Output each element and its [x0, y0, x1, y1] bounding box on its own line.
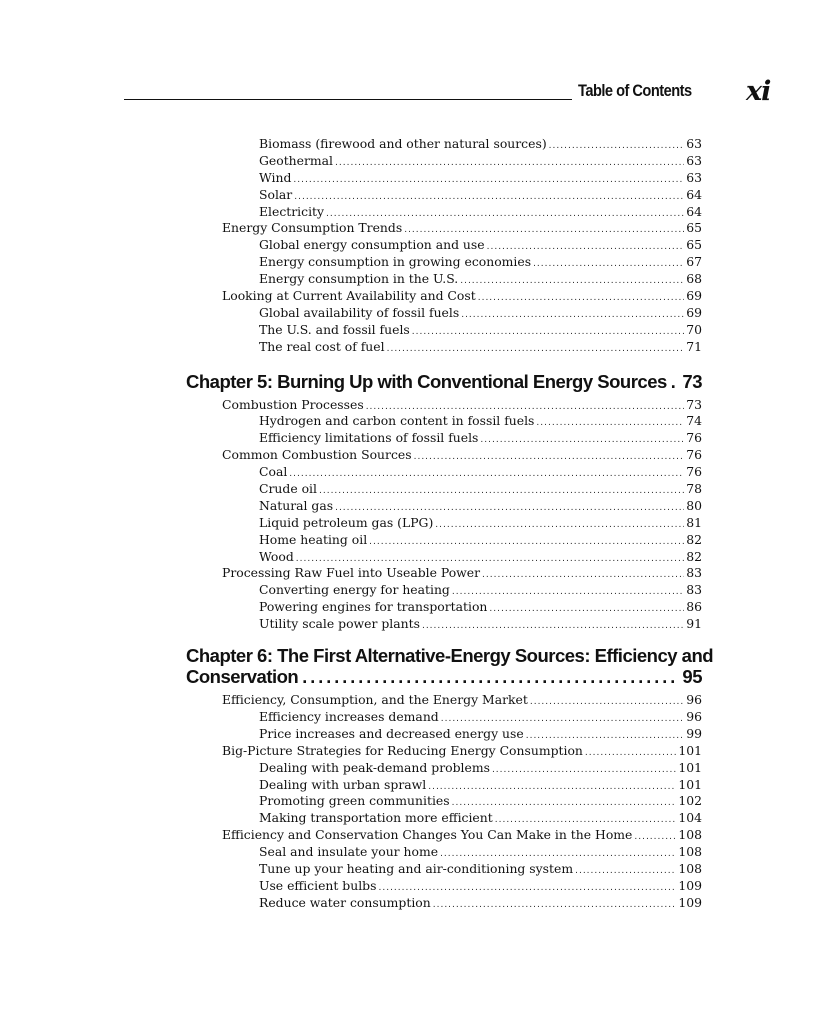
dot-leader: [422, 618, 684, 635]
dot-leader: [293, 172, 684, 189]
toc-entry-page: 86: [686, 599, 702, 615]
toc-entry-page: 83: [686, 582, 702, 598]
toc-entry-page: 73: [686, 396, 702, 412]
toc-entry-label: The real cost of fuel: [259, 338, 385, 354]
toc-entry[interactable]: [186, 599, 702, 616]
chapter-6-entry[interactable]: [186, 645, 714, 688]
toc-entry[interactable]: [186, 827, 702, 844]
toc-entry[interactable]: [186, 413, 702, 430]
dot-leader: [585, 745, 676, 762]
toc-entry[interactable]: [186, 136, 702, 153]
toc-entry-page: 108: [678, 844, 702, 860]
toc-entry-page: 102: [678, 793, 702, 809]
chapter-title-line1: Chapter 6: The First Alternative-Energy Sources: Efficiency and: [186, 645, 714, 667]
dot-leader: [319, 483, 684, 500]
toc-entry-page: 109: [678, 894, 702, 910]
toc-entry-label: Solar: [259, 186, 293, 202]
toc-entry-label: Wood: [259, 548, 294, 564]
toc-entry[interactable]: [186, 322, 702, 339]
toc-entry[interactable]: [186, 498, 702, 515]
toc-entry-label: Electricity: [259, 203, 325, 219]
dot-leader: [533, 256, 684, 273]
dot-leader: [492, 762, 676, 779]
dot-leader: [428, 779, 676, 796]
dot-leader: [435, 517, 684, 534]
toc-entry[interactable]: [186, 220, 702, 237]
toc-entry[interactable]: [186, 288, 702, 305]
chapter-page: 95: [682, 666, 702, 688]
toc-entry-page: 99: [686, 725, 702, 741]
toc-entry-page: 96: [686, 708, 702, 724]
chapter-5-entry[interactable]: [186, 370, 702, 394]
toc-entry[interactable]: [186, 844, 702, 861]
toc-entry-label: Natural gas: [259, 497, 334, 513]
toc-entry-page: 68: [686, 271, 702, 287]
toc-entry[interactable]: [186, 878, 702, 895]
toc-entry-label: Efficiency limitations of fossil fuels: [259, 430, 479, 446]
toc-entry[interactable]: [186, 549, 702, 566]
dot-leader: [369, 534, 684, 551]
running-header: [124, 76, 774, 107]
toc-entry-page: 101: [678, 742, 702, 758]
dot-leader: [460, 273, 684, 290]
toc-entry[interactable]: [186, 616, 702, 633]
toc-entry[interactable]: [186, 760, 702, 777]
toc-entry-page: 109: [678, 877, 702, 893]
header-rule: [124, 99, 572, 100]
toc-entry-page: 63: [686, 169, 702, 185]
toc-entry[interactable]: [186, 339, 702, 356]
toc-entry[interactable]: [186, 582, 702, 599]
toc-entry-label: Efficiency, Consumption, and the Energy Market: [222, 692, 528, 708]
toc-entry-label: Common Combustion Sources: [222, 447, 412, 463]
toc-entry-page: 74: [686, 413, 702, 429]
toc-entry-page: 78: [686, 481, 702, 497]
page-number: xi: [746, 76, 771, 107]
toc-entry-label: Efficiency and Conservation Changes You Can Make in the Home: [222, 827, 633, 843]
toc-entry-page: 101: [678, 759, 702, 775]
toc-entry-label: Converting energy for heating: [259, 582, 450, 598]
chapter-title-line2-row: [186, 666, 702, 687]
toc-entry-page: 71: [686, 338, 702, 354]
toc-entry-page: 64: [686, 203, 702, 219]
toc-entry[interactable]: [186, 481, 702, 498]
dot-leader: [433, 897, 677, 914]
dot-leader: [302, 667, 678, 688]
toc-entry-page: 69: [686, 288, 702, 304]
dot-leader: [530, 694, 684, 711]
toc-entry[interactable]: [186, 532, 702, 549]
toc-entry-page: 76: [686, 430, 702, 446]
toc-entry[interactable]: [186, 793, 702, 810]
toc-entry-label: Wind: [259, 169, 292, 185]
toc-entry-label: Processing Raw Fuel into Useable Power: [222, 565, 481, 581]
toc-entry[interactable]: [186, 464, 702, 481]
toc-entry-page: 108: [678, 827, 702, 843]
dot-leader: [461, 307, 684, 324]
toc-entry-label: Big-Picture Strategies for Reducing Energy Consumption: [222, 742, 583, 758]
toc-entry[interactable]: [186, 515, 702, 532]
toc-entry-page: 104: [678, 810, 702, 826]
toc-entry-label: Making transportation more efficient: [259, 810, 493, 826]
dot-leader: [489, 601, 684, 618]
toc-entry-label: Global availability of fossil fuels: [259, 304, 460, 320]
toc-entry[interactable]: [186, 777, 702, 794]
toc-entry[interactable]: [186, 861, 702, 878]
toc-entry-label: Energy Consumption Trends: [222, 220, 403, 236]
toc-entry-page: 80: [686, 497, 702, 513]
toc-entry-label: Efficiency increases demand: [259, 708, 439, 724]
toc-entry[interactable]: [186, 204, 702, 221]
toc-entry-label: Home heating oil: [259, 531, 368, 547]
toc-entry[interactable]: [186, 430, 702, 447]
toc-entry-label: Energy consumption in the U.S.: [259, 271, 459, 287]
toc-entry-page: 96: [686, 692, 702, 708]
toc-entry-label: Use efficient bulbs: [259, 877, 377, 893]
toc-entry-label: Liquid petroleum gas (LPG): [259, 514, 434, 530]
header-title: Table of Contents: [578, 81, 692, 100]
toc-entry-label: Dealing with urban sprawl: [259, 776, 427, 792]
toc-entry-page: 83: [686, 565, 702, 581]
toc-entry-label: Combustion Processes: [222, 396, 364, 412]
dot-leader: [482, 567, 684, 584]
toc-entry-label: Geothermal: [259, 152, 334, 168]
toc-entry-page: 65: [686, 220, 702, 236]
toc-entry[interactable]: [186, 170, 702, 187]
toc-entry-page: 76: [686, 447, 702, 463]
chapter-title: Chapter 5: Burning Up with Conventional Energy Sources: [186, 370, 667, 392]
toc-entry-label: Dealing with peak-demand problems: [259, 759, 490, 775]
toc-entry[interactable]: [186, 565, 702, 582]
toc-entry[interactable]: [186, 692, 702, 709]
toc-entry[interactable]: [186, 709, 702, 726]
toc-entry-page: 101: [678, 776, 702, 792]
toc-entry-label: Promoting green communities: [259, 793, 450, 809]
dot-leader: [634, 829, 676, 846]
dot-leader: [671, 370, 679, 394]
toc-entry-label: The U.S. and fossil fuels: [259, 321, 410, 337]
toc-entry-label: Energy consumption in growing economies: [259, 254, 532, 270]
dot-leader: [294, 189, 684, 206]
toc-entry-page: 108: [678, 860, 702, 876]
toc-entry-label: Price increases and decreased energy use: [259, 725, 524, 741]
toc-entry[interactable]: [186, 237, 702, 254]
toc-entry-label: Powering engines for transportation: [259, 599, 488, 615]
dot-leader: [549, 138, 685, 155]
toc-entry-page: 63: [686, 136, 702, 151]
toc-entry[interactable]: [186, 743, 702, 760]
toc-entry-label: Hydrogen and carbon content in fossil fuels: [259, 413, 535, 429]
dot-leader: [414, 449, 685, 466]
toc-entry-page: 82: [686, 548, 702, 564]
toc-entry[interactable]: [186, 726, 702, 743]
toc-entry-page: 64: [686, 186, 702, 202]
toc-entry-label: Coal: [259, 464, 288, 480]
chapter-title-line2: Conservation: [186, 666, 299, 688]
dot-leader: [335, 155, 684, 172]
toc-entry-page: 63: [686, 152, 702, 168]
toc-section-c: [186, 692, 702, 912]
toc-entry-page: 76: [686, 464, 702, 480]
toc-entry-label: Global energy consumption and use: [259, 237, 485, 253]
dot-leader: [536, 415, 684, 432]
toc-entry[interactable]: [186, 305, 702, 322]
dot-leader: [480, 432, 684, 449]
toc-entry-page: 70: [686, 321, 702, 337]
toc-entry[interactable]: [186, 895, 702, 912]
toc-entry[interactable]: [186, 187, 702, 204]
toc-entry-label: Utility scale power plants: [259, 616, 420, 632]
toc-entry-page: 67: [686, 254, 702, 270]
toc-entry-label: Crude oil: [259, 481, 317, 497]
toc-entry[interactable]: [186, 810, 702, 827]
chapter-page: 73: [682, 370, 702, 392]
toc-entry-page: 81: [686, 514, 702, 530]
dot-leader: [289, 466, 684, 483]
toc-entry-label: Biomass (firewood and other natural sources): [259, 136, 547, 151]
dot-leader: [478, 290, 685, 307]
toc-section-b: [186, 397, 702, 633]
toc-section-a: [186, 136, 702, 356]
toc-entry-page: 82: [686, 531, 702, 547]
dot-leader: [412, 324, 684, 341]
table-of-contents: [186, 136, 714, 912]
toc-entry[interactable]: [186, 271, 702, 288]
toc-entry-page: 91: [686, 616, 702, 632]
toc-entry[interactable]: [186, 447, 702, 464]
toc-entry[interactable]: [186, 397, 702, 414]
dot-leader: [575, 863, 676, 880]
toc-entry-label: Looking at Current Availability and Cost: [222, 288, 476, 304]
toc-entry-page: 65: [686, 237, 702, 253]
toc-entry-label: Tune up your heating and air-conditioning system: [259, 860, 574, 876]
toc-entry-page: 69: [686, 304, 702, 320]
toc-entry[interactable]: [186, 254, 702, 271]
dot-leader: [387, 341, 685, 358]
toc-entry[interactable]: [186, 153, 702, 170]
toc-entry-label: Reduce water consumption: [259, 894, 431, 910]
toc-entry-label: Seal and insulate your home: [259, 844, 439, 860]
